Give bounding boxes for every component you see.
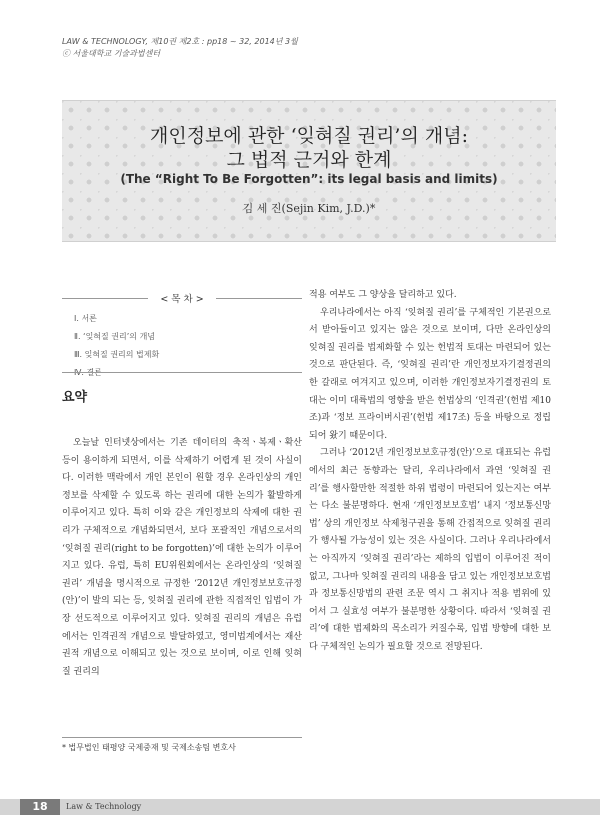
journal-info bbox=[62, 36, 298, 60]
toc-heading bbox=[62, 291, 302, 305]
toc-item: Ⅰ. 서론 bbox=[74, 314, 97, 323]
footnote-rule bbox=[62, 737, 302, 738]
toc-rule-right bbox=[216, 298, 302, 299]
abstract-paragraph: 그러나 ‘2012년 개인정보보호규정(안)’으로 대표되는 유럽에서의 최근 동향과는 달리, 우리나라에서 과연 ‘잊혀질 권리’를 행사할만한 적절한 하위 법령이 마련되어 있는지는 여부는 다소 불분명하다. 현재 ‘개인정보보호법’ 내지 ‘정보통신망법’ 상의 개인정보 삭제청구권을 통해 간접적으로 잊혀질 권리가 행사될 가능성이 있는 것은 사실이다. 그러나 우리나라에서는 아직까지 ‘잊혀질 권리’라는 제하의 입법이 이루어진 적이 없고, 그나마 잊혀질 권리의 내용을 담고 있는 개인정보보호법과 정보통신망법의 관련 조문 역시 그 취지나 적용 범위에 있어서 그 실효성 여부가 불분명한 상황이다. 따라서 ‘잊혀질 권리’에 대한 법제화의 목소리가 커질수록, 입법 방향에 대한 보다 구체적인 논의가 필요할 것으로 전망된다. bbox=[309, 448, 551, 652]
toc-item: Ⅳ. 결론 bbox=[74, 368, 102, 377]
toc-heading-label: < 목 차 > bbox=[160, 294, 204, 305]
abstract-column-left bbox=[62, 435, 302, 681]
abstract-paragraph: 우리나라에서는 아직 ‘잊혀질 권리’를 구체적인 기본권으로서 받아들이고 있지는 않은 것으로 보이며, 다만 온라인상의 잊혀질 권리를 법제화할 수 있는 헌법적 토대는 마련되어 있는 것으로 판단된다. 즉, ‘잊혀질 권리’란 개인정보자기결정권의 한 갈래로 여겨지고 있으며, 이러한 개인정보자기결정권의 토대는 이미 대륙법의 영향을 받은 헌법상의 ‘인격권’(헌법 제10조)과 ‘정보 프라이버시권’(헌법 제17조) 등을 바탕으로 정립되어 왔기 때문이다. bbox=[309, 307, 551, 441]
footer-journal-name: Law & Technology bbox=[66, 802, 142, 811]
abstract-paragraph: 오늘날 인터넷상에서는 기존 데이터의 축적ㆍ복제ㆍ확산 등이 용이하게 되면서, 이를 삭제하기 어렵게 된 것이 사실이다. 이러한 맥락에서 개인 본인이 원할 경우 온라인상의 개인정보를 삭제할 수 있도록 하는 권리에 대한 논의가 활발하게 이루어지고 있다. 특히 이와 같은 개인정보의 삭제에 대한 권리가 구체적으로 개념화되면서, 보다 포괄적인 개념으로서의 ‘잊혀질 권리(right to be forgotten)’에 대한 논의가 이루어지고 있다. 유럽, 특히 EU위원회에서는 온라인상의 ‘잊혀질 권리’ 개념을 명시적으로 규정한 ‘2012년 개인정보보호규정(안)’이 발의 되는 등, 잊혀질 권리에 관한 직접적인 입법이 가장 선도적으로 이루어지고 있다. 잊혀질 권리의 개념은 유럽에서는 인격권적 개념으로 발달하였고, 영미법계에서는 재산권적 개념으로 이해되고 있는 것으로 보이며, 이로 인해 잊혀질 권리의 bbox=[62, 438, 302, 677]
title-english: (The “Right To Be Forgotten”: its legal basis and limits) bbox=[120, 172, 498, 186]
title-korean-line-1: 개인정보에 관한 ‘잊혀질 권리’의 개념: bbox=[150, 125, 468, 147]
author: 김 세 진(Sejin Kim, J.D.)* bbox=[242, 202, 376, 215]
abstract-heading: 요약 bbox=[62, 390, 88, 405]
journal-publisher: ⓒ 서울대학교 기술과법센터 bbox=[62, 49, 161, 58]
page-number: 18 bbox=[20, 799, 60, 815]
toc-item: Ⅲ. 잊혀질 권리의 법제화 bbox=[74, 350, 160, 359]
toc-bottom-rule bbox=[62, 372, 302, 373]
toc-item: Ⅱ. ‘잊혀질 권리’의 개념 bbox=[74, 332, 156, 341]
abstract-paragraph: 적용 여부도 그 양상을 달리하고 있다. bbox=[309, 290, 457, 300]
journal-citation: LAW & TECHNOLOGY, 제10권 제2호 : pp18 ~ 32, 2014년 3월 bbox=[62, 37, 298, 46]
footnote: * 법무법인 태평양 국제중재 및 국제소송팀 변호사 bbox=[62, 743, 236, 752]
title-korean-line-2: 그 법적 근거와 한계 bbox=[226, 149, 392, 171]
page-footer bbox=[0, 799, 600, 815]
abstract-column-right bbox=[309, 287, 551, 656]
